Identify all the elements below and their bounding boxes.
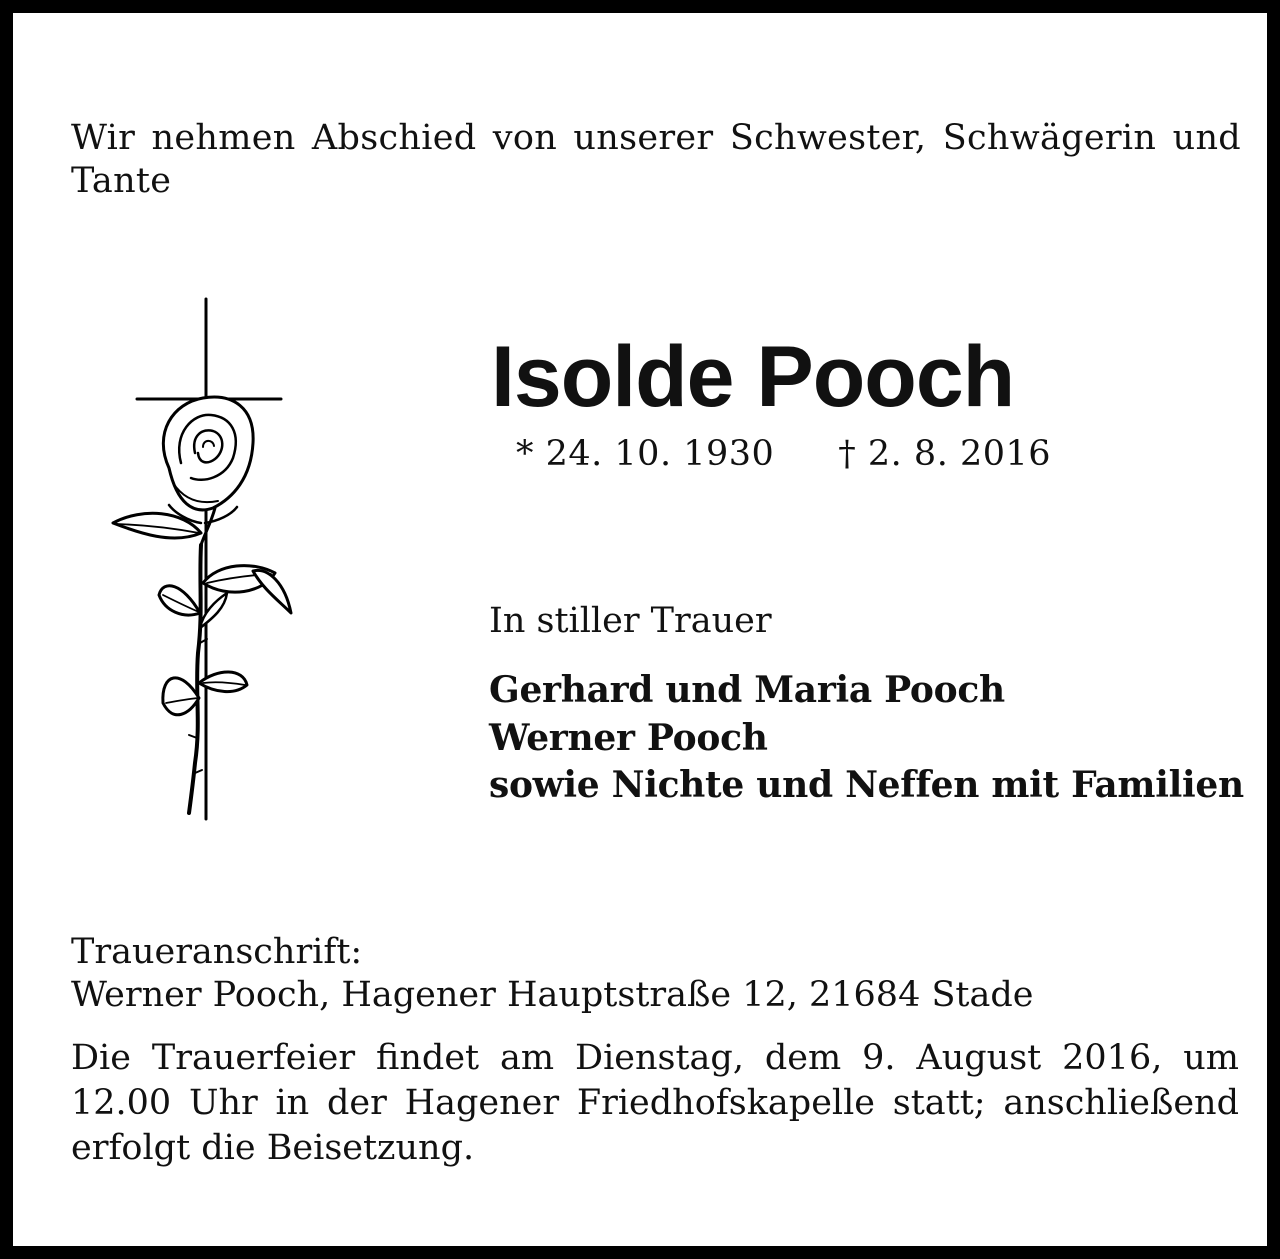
mourning-address: [71, 931, 1241, 1017]
intro-text: Wir nehmen Abschied von unserer Schwester, Schwägerin und Tante: [71, 118, 1241, 201]
address-text: Werner Pooch, Hagener Hauptstraße 12, 21684 Stade: [71, 975, 1034, 1015]
birth-date: * 24. 10. 1930: [516, 434, 775, 474]
cross-with-rose-icon: [103, 283, 303, 833]
mourner-line: Werner Pooch: [489, 716, 768, 759]
death-date: † 2. 8. 2016: [838, 434, 1052, 474]
address-label: Traueranschrift:: [71, 932, 363, 972]
deceased-name: Isolde Pooch: [491, 329, 1015, 425]
mourner-line: sowie Nichte und Neffen mit Familien: [489, 764, 1244, 806]
mourning-intro: In stiller Trauer: [489, 601, 772, 641]
mourners-list: [489, 667, 1244, 810]
mourner-line: Gerhard und Maria Pooch: [489, 669, 1005, 711]
ceremony-details: Die Trauerfeier findet am Dienstag, dem 9. August 2016, um 12.00 Uhr in der Hagener Friedhofskapelle statt; anschließend erfolgt die Beisetzung.: [71, 1038, 1239, 1168]
life-dates: [516, 433, 1051, 475]
